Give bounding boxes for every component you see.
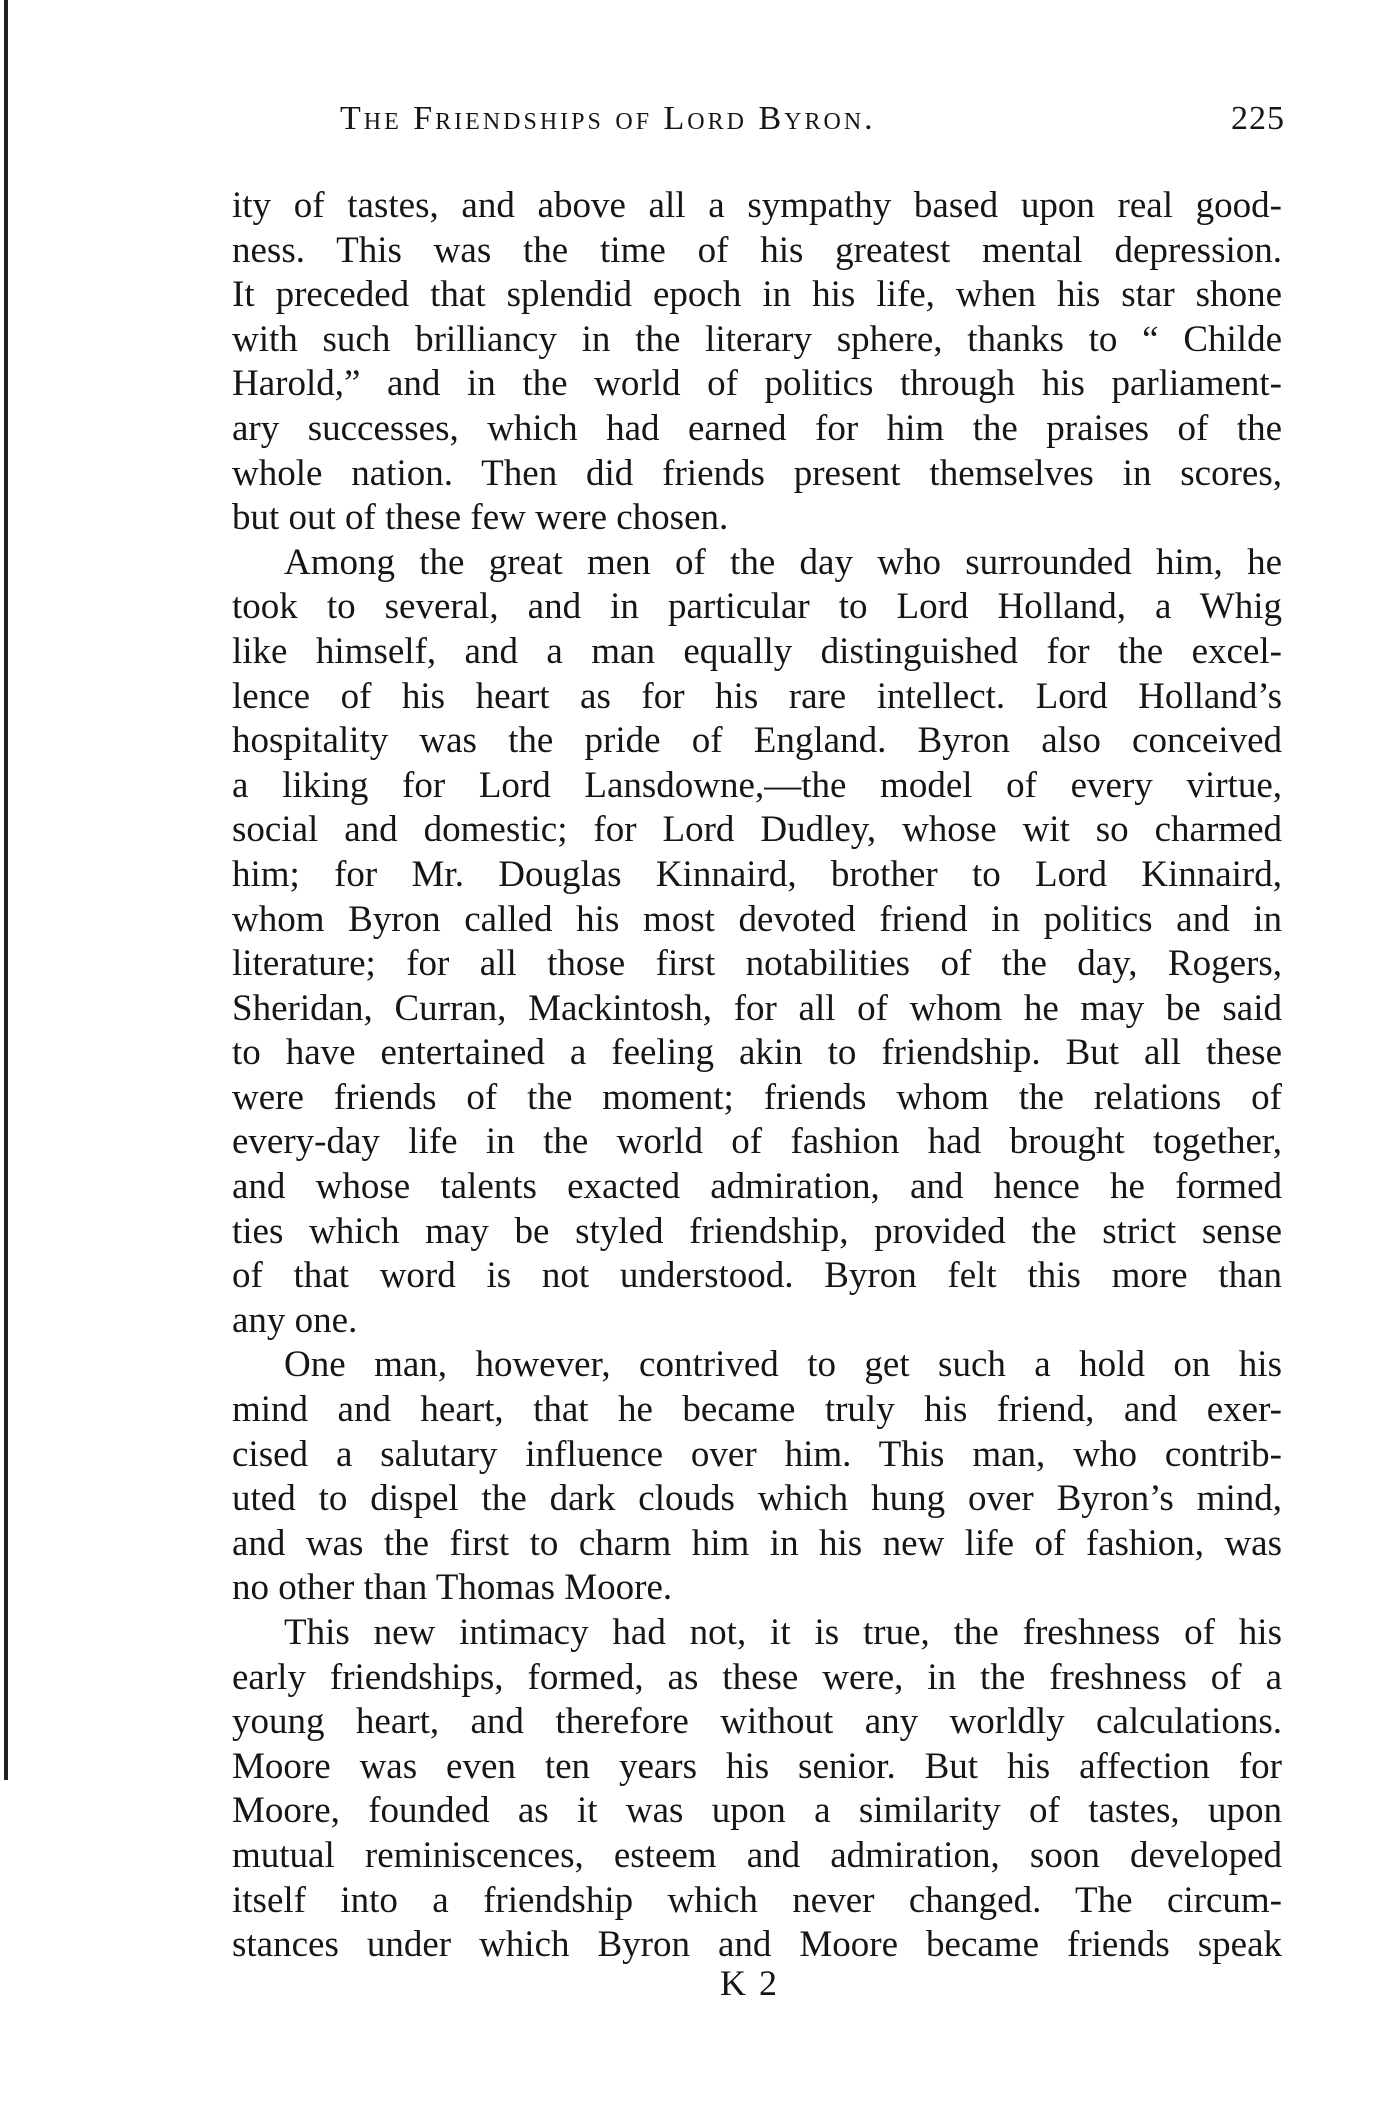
text-line: itself into a friendship which never changed. The circum- (232, 1879, 1282, 1921)
text-line: lence of his heart as for his rare intellect. Lord Holland’s (232, 675, 1282, 717)
text-line: mutual reminiscences, esteem and admiration, soon developed (232, 1834, 1282, 1876)
text-line: Harold,” and in the world of politics through his parliament- (232, 363, 1282, 405)
signature-mark: K 2 (720, 1963, 779, 2003)
text-line: ness. This was the time of his greatest mental depression. (232, 229, 1282, 271)
text-line: literature; for all those first notabilities of the day, Rogers, (232, 943, 1282, 985)
text-line: Sheridan, Curran, Mackintosh, for all of whom he may be said (232, 987, 1282, 1029)
text-line: One man, however, contrived to get such a hold on his (284, 1344, 1282, 1386)
text-line: with such brilliancy in the literary sphere, thanks to “ Childe (232, 318, 1282, 360)
page-number: 225 (1231, 100, 1285, 137)
text-line: took to several, and in particular to Lord Holland, a Whig (232, 586, 1282, 628)
text-line: young heart, and therefore without any worldly calculations. (232, 1701, 1282, 1743)
text-line: social and domestic; for Lord Dudley, whose wit so charmed (232, 809, 1282, 851)
text-line: early friendships, formed, as these were, in the freshness of a (232, 1656, 1282, 1698)
text-line: hospitality was the pride of England. Byron also conceived (232, 720, 1282, 762)
page-body (232, 184, 1282, 1968)
text-line: and was the first to charm him in his new life of fashion, was (232, 1522, 1282, 1564)
text-line: any one. (232, 1299, 358, 1341)
text-line: to have entertained a feeling akin to friendship. But all these (232, 1032, 1282, 1074)
running-title: The Friendships of Lord Byron. (340, 100, 876, 137)
text-line: were friends of the moment; friends whom the relations of (232, 1076, 1282, 1118)
text-line: It preceded that splendid epoch in his life, when his star shone (232, 274, 1282, 316)
text-line: uted to dispel the dark clouds which hung over Byron’s mind, (232, 1478, 1282, 1520)
text-line: Moore, founded as it was upon a similarity of tastes, upon (232, 1790, 1282, 1832)
text-line: ity of tastes, and above all a sympathy based upon real good- (232, 185, 1282, 226)
text-line: This new intimacy had not, it is true, the freshness of his (284, 1612, 1282, 1653)
text-line: whole nation. Then did friends present themselves in scores, (232, 452, 1282, 494)
paragraph (232, 1343, 1282, 1611)
text-line: him; for Mr. Douglas Kinnaird, brother to Lord Kinnaird, (232, 853, 1282, 895)
text-line: stances under which Byron and Moore became friends speak (232, 1924, 1282, 1966)
text-line: ties which may be styled friendship, provided the strict sense (232, 1210, 1282, 1252)
text-line: of that word is not understood. Byron felt this more than (232, 1255, 1282, 1297)
text-line: whom Byron called his most devoted friend in politics and in (232, 898, 1282, 940)
text-line: a liking for Lord Lansdowne,—the model of every virtue, (232, 764, 1282, 806)
text-line: and whose talents exacted admiration, and hence he formed (232, 1166, 1282, 1208)
text-line: ary successes, which had earned for him the praises of the (232, 407, 1282, 449)
running-header (340, 100, 1285, 150)
page-binding-edge (4, 0, 8, 1780)
text-line: Moore was even ten years his senior. But his affection for (232, 1745, 1282, 1787)
paragraph (232, 541, 1282, 1344)
paragraph (232, 184, 1282, 541)
text-line: cised a salutary influence over him. This man, who contrib- (232, 1433, 1282, 1475)
text-line: no other than Thomas Moore. (232, 1567, 673, 1609)
text-line: but out of these few were chosen. (232, 497, 729, 539)
text-line: mind and heart, that he became truly his friend, and exer- (232, 1389, 1282, 1431)
text-line: every-day life in the world of fashion had brought together, (232, 1121, 1282, 1163)
text-line: Among the great men of the day who surrounded him, he (284, 541, 1282, 583)
text-line: like himself, and a man equally distinguished for the excel- (232, 630, 1282, 672)
paragraph (232, 1611, 1282, 1968)
